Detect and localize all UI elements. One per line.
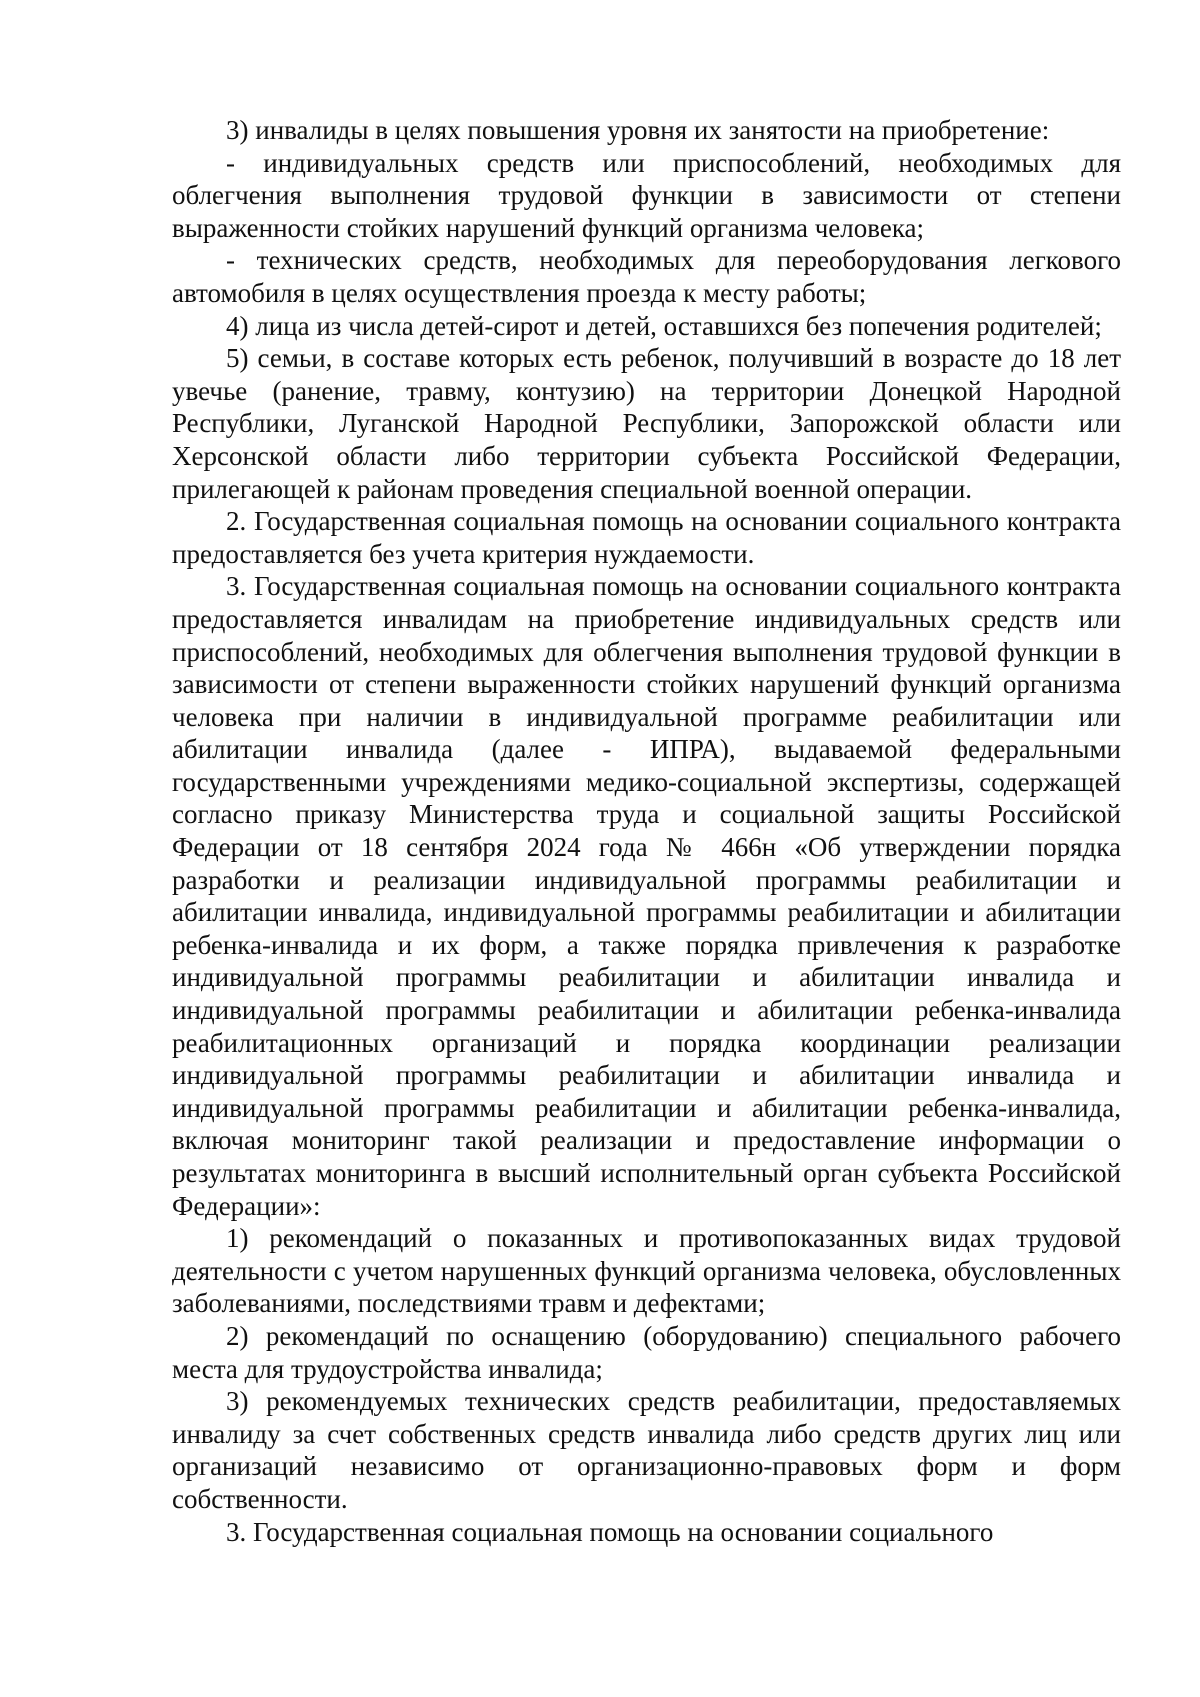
paragraph-individual-means: - индивидуальных средств или приспособлений, необходимых для облегчения выполнения трудовой функции в зависимости от степени выраженности стойких нарушений функций организма человека;: [172, 147, 1121, 243]
paragraph-list-item-4-orphans: 4) лица из числа детей-сирот и детей, оставшихся без попечения родителей;: [226, 310, 1102, 341]
paragraph-clause-3-continued: 3. Государственная социальная помощь на основании социального: [226, 1516, 994, 1547]
paragraph-recommendations-2: 2) рекомендаций по оснащению (оборудованию) специального рабочего места для трудоустройства инвалида;: [172, 1320, 1121, 1384]
document-body: [172, 114, 1121, 1548]
paragraph-clause-2: 2. Государственная социальная помощь на основании социального контракта предоставляется без учета критерия нуждаемости.: [172, 506, 1121, 569]
paragraph-clause-3-ipra: 3. Государственная социальная помощь на основании социального контракта предоставляется инвалидам на приобретение индивидуальных средств или приспособлений, необходимых для облегчения выполнения трудовой функции в зависимости от степени выраженности стойких нарушений функций организма человека при наличии в индивидуальной программе реабилитации или абилитации инвалида (далее - ИПРА), выдаваемой федеральными государственными учреждениями медико-социальной экспертизы, содержащей согласно приказу Министерства труда и социальной защиты Российской Федерации от 18 сентября 2024 года № 466н «Об утверждении порядка разработки и реализации индивидуальной программы реабилитации и абилитации инвалида, индивидуальной программы реабилитации и абилитации ребенка-инвалида и их форм, а также порядка привлечения к разработке индивидуальной программы реабилитации и абилитации инвалида и индивидуальной программы реабилитации и абилитации ребенка-инвалида реабилитационных организаций и порядка координации реализации индивидуальной программы реабилитации и абилитации инвалида и индивидуальной программы реабилитации и абилитации ребенка-инвалида, включая мониторинг такой реализации и предоставление информации о результатах мониторинга в высший исполнительный орган субъекта Российской Федерации»:: [172, 571, 1121, 1221]
paragraph-recommendations-3: 3) рекомендуемых технических средств реабилитации, предоставляемых инвалиду за счет собственных средств инвалида либо средств других лиц или организаций независимо от организационно-правовых форм и форм собственности.: [172, 1386, 1121, 1514]
paragraph-list-item-5-families: 5) семьи, в составе которых есть ребенок, получивший в возрасте до 18 лет увечье (ранение, травму, контузию) на территории Донецкой Народной Республики, Луганской Народной Республики, Запорожской области или Херсонской области либо территории субъекта Российской Федерации, прилегающей к районам проведения специальной военной операции.: [172, 343, 1121, 504]
paragraph-technical-means: - технических средств, необходимых для переоборудования легкового автомобиля в целях осуществления проезда к месту работы;: [172, 245, 1121, 308]
paragraph-recommendations-1: 1) рекомендаций о показанных и противопоказанных видах трудовой деятельности с учетом нарушенных функций организма человека, обусловленных заболеваниями, последствиями травм и дефектами;: [172, 1223, 1121, 1319]
paragraph-list-item-3-disabled: 3) инвалиды в целях повышения уровня их занятости на приобретение:: [226, 115, 1050, 145]
